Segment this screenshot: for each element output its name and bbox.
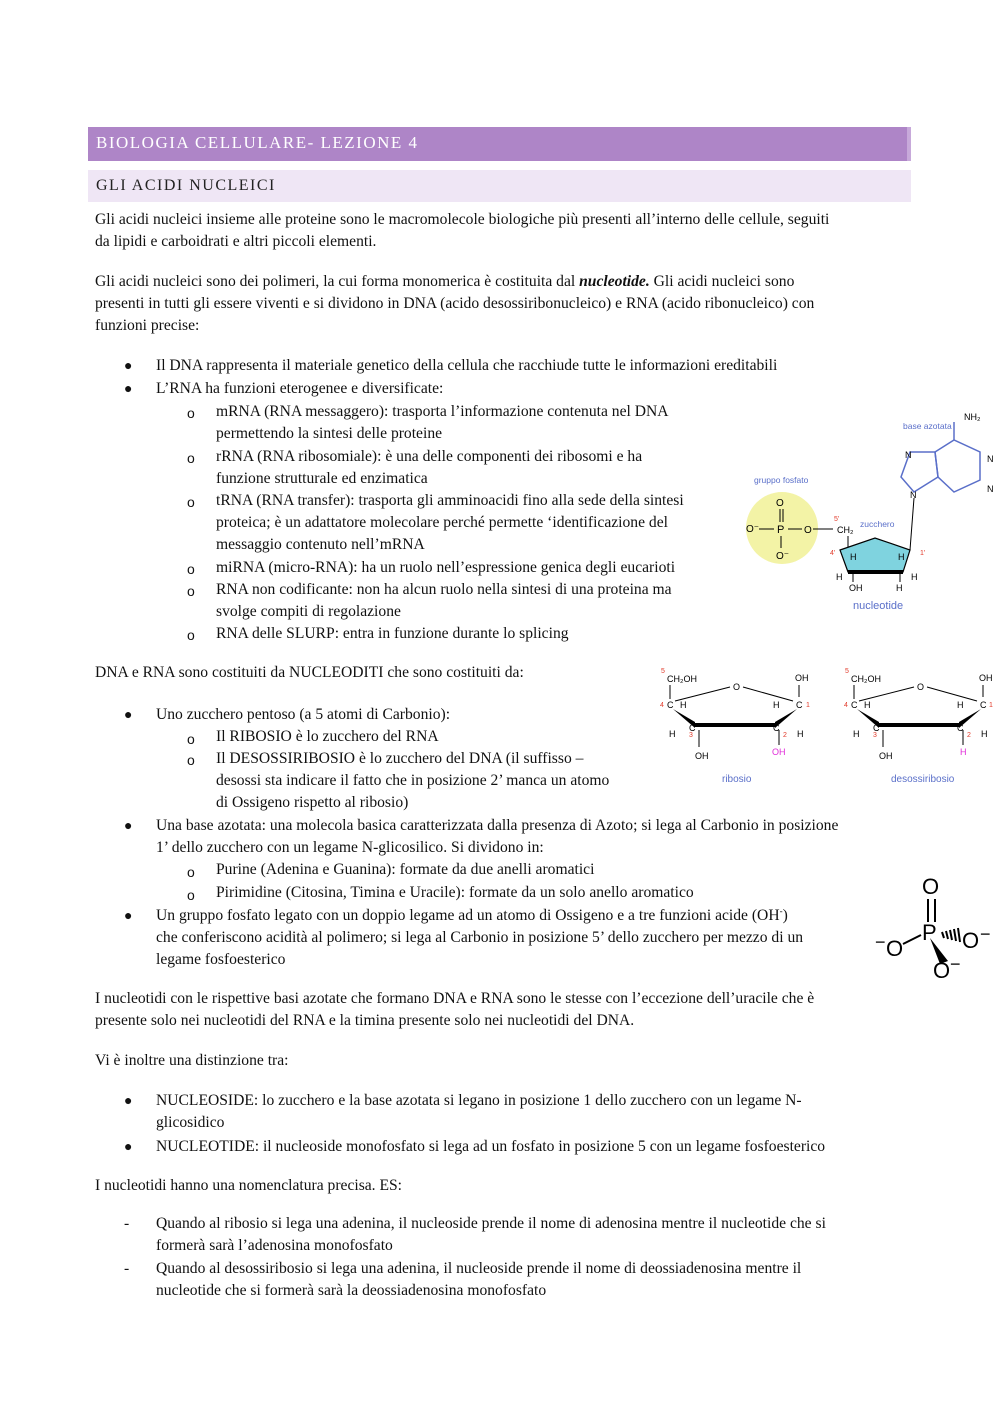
intro-paragraph-2 — [95, 271, 895, 338]
atom-o: O — [922, 874, 940, 899]
atom-o: O — [804, 525, 812, 536]
atom-h-highlight: H — [960, 747, 967, 757]
text-span: Gli acidi nucleici sono dei polimeri, la cui forma monomerica è costituita dal — [95, 273, 580, 290]
atom-c: C — [957, 723, 964, 733]
carbon-number: 3 — [689, 732, 693, 739]
text-line: legame fosfoesterico — [156, 951, 286, 969]
text-line: tRNA (RNA transfer): trasporta gli amminoacidi fino alla sede della sintesi — [216, 492, 684, 509]
sub-list-item: Purine (Adenina e Guanina): formate da due anelli aromatici — [216, 861, 595, 878]
atom-o: O — [933, 958, 951, 983]
text-line: mRNA (RNA messaggero): trasporta l’informazione contenuta nel DNA — [216, 403, 669, 420]
sub-list-item: Pirimidine (Citosina, Timina e Uracile): formate da un solo anello aromatico — [216, 884, 694, 901]
atom-c: C — [796, 700, 803, 710]
bullet: ● — [124, 708, 133, 723]
carbon-number: 2 — [967, 732, 971, 739]
text-line: nucleotide che si formerà sarà la deossiadenosina monofosfato — [156, 1282, 547, 1300]
list-item: Uno zucchero pentoso (a 5 atomi di Carbonio): — [156, 706, 451, 723]
atom-c: C — [873, 723, 880, 733]
sub-bullet: o — [187, 405, 195, 421]
atom-h: H — [836, 572, 843, 582]
atom-h: H — [797, 729, 804, 739]
sub-bullet: o — [187, 627, 195, 643]
text-line: che conferiscono acidità al polimero; si lega al Carbonio in posizione 5’ dello zucchero per mezzo di un — [156, 929, 804, 947]
sub-bullet: o — [187, 450, 195, 466]
atom-o: O — [886, 936, 904, 961]
text-line: proteica; è un adattatore molecolare perché permette ‘identificazione del — [216, 514, 668, 532]
text-line: presente solo nei nucleotidi del RNA e la timina presente solo nei nucleotidi del DNA. — [95, 1012, 635, 1030]
sub-bullet: o — [187, 494, 195, 510]
emphasis-nucleotide: nucleotide. — [579, 273, 650, 290]
text-span: ) — [782, 907, 788, 924]
list-item — [156, 815, 838, 859]
text-line: svolge compiti di regolazione — [216, 603, 401, 621]
bullet: ● — [124, 1140, 133, 1155]
list-item — [156, 1258, 801, 1302]
phosphate-figure — [872, 872, 1000, 984]
text-line: Quando al ribosio si lega una adenina, il nucleoside prende il nome di adenosina mentre il nucleotide che si — [156, 1215, 826, 1232]
text-line: 1’ dello zucchero con un legame N-glicosilico. Si dividono in: — [156, 839, 544, 857]
text-line — [95, 271, 895, 293]
text-line: Gli acidi nucleici insieme alle proteine sono le macromolecole biologiche più presenti all’interno delle cellule, seguiti — [95, 211, 830, 228]
charge-minus: − — [875, 932, 886, 952]
sub-bullet: o — [187, 561, 195, 577]
text-line: RNA non codificante: non ha alcun ruolo nella sintesi di una proteina ma — [216, 581, 672, 598]
text-span: Un gruppo fosfato legato con un doppio legame ad un atomo di Ossigeno e a tre funzioni acide (OH — [156, 907, 780, 924]
text-line: funzione strutturale ed enzimatica — [216, 470, 428, 488]
paragraph-distinction: Vi è inoltre una distinzione tra: — [95, 1052, 289, 1069]
carbon-number: 4 — [660, 702, 664, 709]
atom-c: C — [667, 700, 674, 710]
text-line: messaggio contenuto nell’mRNA — [216, 536, 425, 554]
atom-h: H — [850, 552, 857, 562]
carbon-number: 2 — [783, 732, 787, 739]
paragraph-uracil-thymine — [95, 988, 915, 1032]
carbon-number: 5 — [845, 668, 849, 675]
text-span: Gli acidi nucleici sono — [649, 273, 795, 290]
carbon-number: 4' — [830, 550, 836, 557]
sub-list-item: RNA delle SLURP: entra in funzione durante lo splicing — [216, 625, 569, 642]
sub-list-item: Il RIBOSIO è lo zucchero del RNA — [216, 728, 439, 745]
text-line: funzioni precise: — [95, 317, 200, 335]
atom-o-minus: O⁻ — [776, 551, 790, 562]
sugar-label: zucchero — [860, 519, 895, 529]
text-line: formerà sarà l’adenosina monofosfato — [156, 1237, 393, 1255]
dash-bullet: - — [124, 1215, 130, 1232]
sub-bullet: o — [187, 731, 195, 747]
sub-bullet: o — [187, 583, 195, 599]
atom-h: H — [680, 700, 687, 710]
atom-o: O — [733, 682, 741, 692]
bullet: ● — [124, 359, 133, 374]
atom-c: C — [689, 723, 696, 733]
atom-p: P — [922, 920, 937, 945]
deoxyribose-structure — [844, 668, 993, 785]
atom-h: H — [669, 729, 676, 739]
bullet: ● — [124, 382, 133, 397]
ribose-structure — [660, 668, 810, 785]
atom-ch2oh: CH₂OH — [667, 674, 697, 684]
atom-oh: OH — [695, 751, 709, 761]
atom-n: N — [987, 454, 994, 464]
atom-o: O — [917, 682, 925, 692]
carbon-number: 1 — [989, 702, 993, 709]
charge-minus: − — [950, 954, 961, 974]
atom-oh: OH — [795, 673, 809, 683]
text-line: Il DESOSSIRIBOSIO è lo zucchero del DNA (il suffisso – — [216, 750, 584, 767]
list-item — [156, 1090, 802, 1134]
list-item: NUCLEOTIDE: il nucleoside monofosfato si lega ad un fosfato in posizione 5 con un legame fosfoesterico — [156, 1138, 826, 1155]
atom-o: O — [962, 928, 980, 953]
sub-bullet: o — [187, 864, 195, 880]
carbon-number: 4 — [844, 702, 848, 709]
atom-n: N — [987, 484, 994, 494]
list-item: L’RNA ha funzioni eterogenee e diversificate: — [156, 380, 444, 397]
text-line: rRNA (RNA ribosomiale): è una delle componenti dei ribosomi e ha — [216, 448, 643, 465]
atom-h: H — [864, 700, 871, 710]
bullet: ● — [124, 909, 133, 924]
dash-bullet: - — [124, 1260, 130, 1277]
sub-list-item — [216, 401, 669, 445]
text-line: di Ossigeno rispetto al ribosio) — [216, 794, 409, 812]
carbon-number: 5 — [661, 668, 665, 675]
atom-oh: OH — [979, 673, 993, 683]
carbon-number: 5' — [834, 516, 840, 523]
ribose-caption: ribosio — [722, 774, 752, 785]
nucleotide-figure — [740, 400, 1000, 620]
carbon-number: 1' — [920, 550, 926, 557]
text-line — [156, 905, 803, 927]
paragraph-nucleotides: DNA e RNA sono costituiti da NUCLEODITI che sono costituiti da: — [95, 664, 524, 681]
figure-caption: nucleotide — [853, 600, 904, 612]
sugars-figure — [655, 665, 1000, 790]
atom-p: P — [777, 524, 785, 536]
sub-bullet: o — [187, 752, 195, 768]
carbon-number: 1 — [806, 702, 810, 709]
atom-ch2: CH₂ — [837, 525, 854, 535]
atom-o: O — [776, 498, 784, 509]
atom-o-minus: O⁻ — [746, 524, 760, 535]
atom-c: C — [980, 700, 987, 710]
atom-h: H — [773, 700, 780, 710]
text-line: NUCLEOSIDE: lo zucchero e la base azotata si legano in posizione 1 dello zucchero con un legame N- — [156, 1092, 802, 1109]
sub-list-item — [216, 446, 642, 490]
atom-oh: OH — [849, 583, 863, 593]
page-title: BIOLOGIA CELLULARE- LEZIONE 4 — [88, 127, 911, 161]
superscript: - — [779, 905, 783, 916]
atom-n: N — [910, 490, 917, 500]
text-line: Una base azotata: una molecola basica caratterizzata dalla presenza di Azoto; si lega al Carbonio in posizione — [156, 817, 839, 834]
text-line: desossi sta indicare il fatto che in posizione 2’ manca un atomo — [216, 772, 610, 790]
atom-c: C — [851, 700, 858, 710]
atom-h: H — [957, 700, 964, 710]
base-label: base azotata — [903, 421, 952, 431]
atom-ch2oh: CH₂OH — [851, 674, 881, 684]
sub-bullet: o — [187, 887, 195, 903]
sub-list-item — [216, 490, 684, 557]
sub-list-item: miRNA (micro-RNA): ha un ruolo nell’espressione genica degli eucarioti — [216, 559, 676, 576]
charge-minus: − — [980, 924, 991, 944]
atom-nh2: NH₂ — [964, 412, 981, 422]
section-heading: GLI ACIDI NUCLEICI — [88, 170, 911, 202]
sub-list-item — [216, 579, 672, 623]
atom-oh-highlight: OH — [772, 747, 786, 757]
sub-list-item — [216, 748, 609, 815]
intro-paragraph-1 — [95, 209, 895, 253]
atom-h: H — [981, 729, 988, 739]
text-line: glicosidico — [156, 1114, 225, 1132]
list-item — [156, 1213, 826, 1257]
text-line: presenti in tutti gli essere viventi e si dividono in DNA (acido desossiribonucleico) e RNA (acido ribonucleico) con — [95, 295, 815, 313]
bullet: ● — [124, 1094, 133, 1109]
paragraph-nomenclature: I nucleotidi hanno una nomenclatura precisa. ES: — [95, 1177, 403, 1194]
atom-oh: OH — [879, 751, 893, 761]
atom-h: H — [898, 552, 905, 562]
atom-h: H — [853, 729, 860, 739]
list-item — [156, 905, 803, 972]
list-item: Il DNA rappresenta il materiale genetico della cellula che racchiude tutte le informazioni ereditabili — [156, 357, 778, 374]
carbon-number: 3 — [873, 732, 877, 739]
text-line: Quando al desossiribosio si lega una adenina, il nucleoside prende il nome di deossiadenosina mentre il — [156, 1260, 802, 1277]
text-line: I nucleotidi con le rispettive basi azotate che formano DNA e RNA sono le stesse con l’eccezione dell’uracile che è — [95, 990, 815, 1007]
atom-h: H — [911, 572, 918, 582]
bullet: ● — [124, 819, 133, 834]
phosphate-label: gruppo fosfato — [754, 475, 809, 485]
text-line: da lipidi e carboidrati e altri piccoli elementi. — [95, 233, 377, 251]
deoxyribose-caption: desossiribosio — [891, 774, 955, 785]
atom-n: N — [905, 450, 912, 460]
text-line: permettendo la sintesi delle proteine — [216, 425, 443, 443]
atom-c: C — [773, 723, 780, 733]
atom-h: H — [896, 583, 903, 593]
